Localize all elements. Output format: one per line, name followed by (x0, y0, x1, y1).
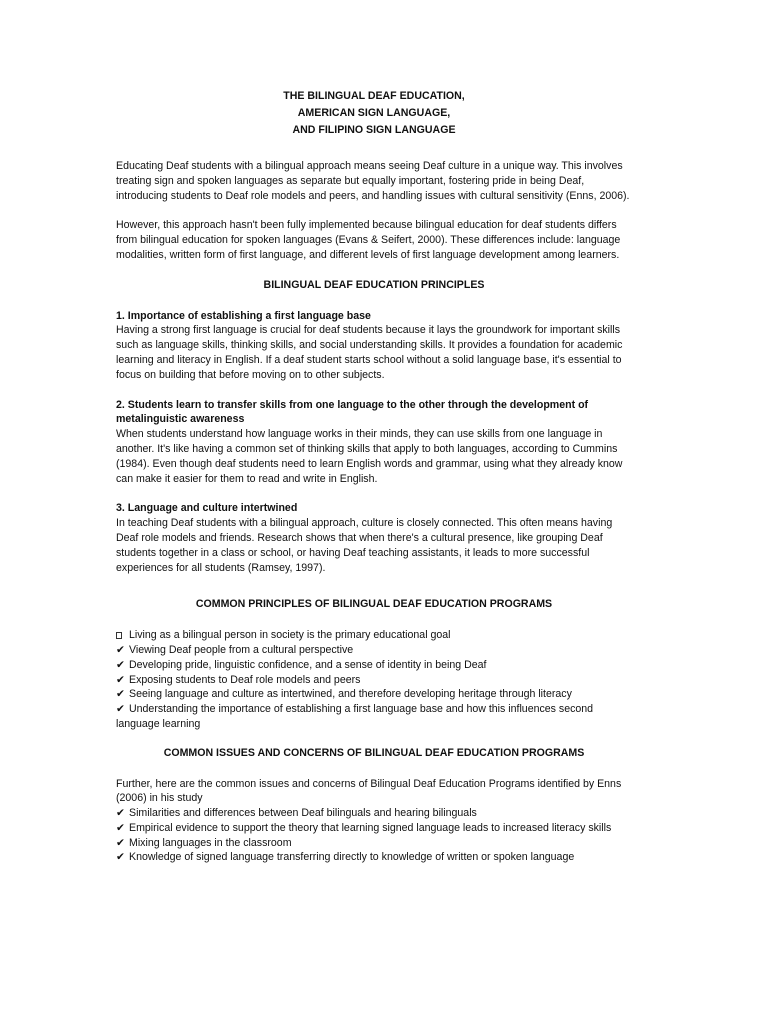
principle-1-body: Having a strong first language is crucial for deaf students because it lays the groundwork for important skills such as language skills, thinking skills, and social understanding skills. It provides a foundation for academic learning and literacy in English. If a deaf student starts school without a solid language base, it's essential to focus on building that before moving on to other subjects. (116, 324, 623, 381)
principles-heading: BILINGUAL DEAF EDUCATION PRINCIPLES (263, 278, 485, 291)
list-item: ✔ Understanding the importance of establishing a first language base and how this influences second language learning (116, 703, 594, 730)
principle-3-body: In teaching Deaf students with a bilingual approach, culture is closely connected. This often means having Deaf role models and friends. Research shows that when there's a cultural presence, like grouping Deaf students together in a class or school, or having Deaf teaching assistants, it leads to more successful experiences for all students (Ramsey, 1997). (116, 517, 613, 574)
checkmark-icon: ✔ (116, 807, 125, 820)
list-item: ✔ Developing pride, linguistic confidence, and a sense of identity in being Deaf (116, 658, 487, 671)
list-item: ✔ Mixing languages in the classroom (116, 836, 292, 849)
checkmark-icon: ✔ (116, 658, 125, 671)
checkmark-icon: ✔ (116, 851, 125, 864)
list-item: ✔ Exposing students to Deaf role models and peers (116, 673, 361, 686)
title-line-2: AMERICAN SIGN LANGUAGE, (297, 107, 451, 119)
list-item: ✔ Seeing language and culture as intertwined, and therefore developing heritage through literacy (116, 688, 572, 701)
intro-paragraph-2: However, this approach hasn't been fully implemented because bilingual education for deaf students differs from bilingual education for spoken languages (Evans & Seifert, 2000). These differences include: language modalities, written form of first language, and different levels of first language development among learners. (116, 219, 621, 261)
issues-section (116, 777, 632, 866)
title-line-3: AND FILIPINO SIGN LANGUAGE (292, 124, 456, 136)
principle-1-title: 1. Importance of establishing a first language base (116, 309, 371, 322)
intro-paragraph-1: Educating Deaf students with a bilingual approach means seeing Deaf culture in a unique way. This involves treating sign and spoken languages as separate but equally important, fostering pride in being Deaf, introducing students to Deaf role models and peers, and handling issues with cultural sensitivity (Enns, 2006). (116, 160, 630, 202)
checkmark-icon: ✔ (116, 836, 125, 849)
checkmark-icon: ✔ (116, 643, 125, 656)
principle-2 (116, 398, 632, 487)
list-item: ✔ Knowledge of signed language transferring directly to knowledge of written or spoken language (116, 851, 575, 864)
list-item: Living as a bilingual person in society is the primary educational goal (116, 628, 632, 643)
checkmark-icon: ✔ (116, 703, 125, 716)
list-item: ✔ Empirical evidence to support the theory that learning signed language leads to increased literacy skills (116, 821, 612, 834)
principle-1 (116, 309, 632, 383)
principle-2-body: When students understand how language works in their minds, they can use skills from one language in another. It's like having a common set of thinking skills that apply to both languages, according to Cummins (1984). Even though deaf students need to learn English words and grammar, using what they already know can make it easier for them to read and write in English. (116, 428, 623, 485)
common-principles-heading: COMMON PRINCIPLES OF BILINGUAL DEAF EDUCATION PROGRAMS (195, 598, 553, 611)
common-principles-list (116, 628, 632, 732)
principle-3-title: 3. Language and culture intertwined (116, 502, 298, 515)
issues-intro: Further, here are the common issues and concerns of Bilingual Deaf Education Programs identified by Enns (2006) in his study (116, 777, 622, 805)
principle-2-title: 2. Students learn to transfer skills from one language to the other through the development of metalinguistic awareness (116, 398, 589, 426)
list-item: ✔ Similarities and differences between Deaf bilinguals and hearing bilinguals (116, 807, 477, 820)
list-item: ✔ Viewing Deaf people from a cultural perspective (116, 643, 354, 656)
principle-3 (116, 501, 632, 575)
checkmark-icon: ✔ (116, 673, 125, 686)
issues-heading: COMMON ISSUES AND CONCERNS OF BILINGUAL DEAF EDUCATION PROGRAMS (163, 746, 585, 759)
missing-glyph-box-icon (116, 632, 122, 639)
checkmark-icon: ✔ (116, 688, 125, 701)
title-line-1: THE BILINGUAL DEAF EDUCATION, (283, 90, 465, 102)
document-title (116, 88, 632, 139)
checkmark-icon: ✔ (116, 821, 125, 834)
